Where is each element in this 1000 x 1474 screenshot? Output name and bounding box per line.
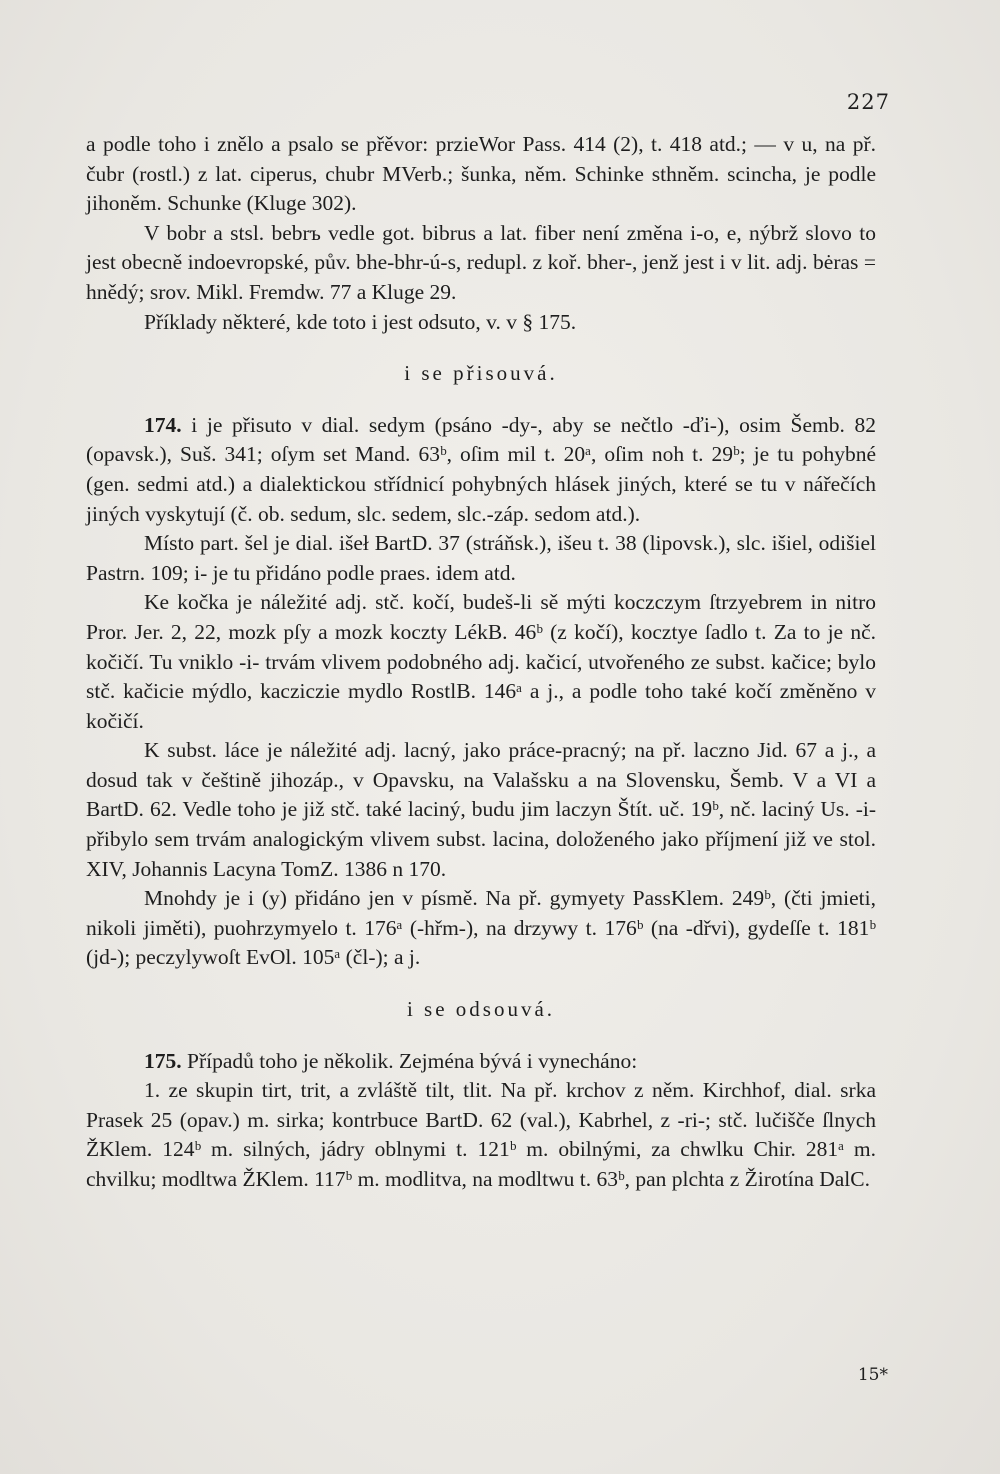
paragraph: [86, 411, 876, 529]
paragraph: V bobr a stsl. bebrъ vedle got. bibrus a lat. fiber není změna i-o, e, nýbrž slovo to jest obecně indoevropské, pův. bhe-bhr-ú-s, redupl. z koř. bher-, jenž jest i v lit. adj. bėras = hnědý; srov. Mikl. Fremdw. 77 a Kluge 29.: [86, 220, 876, 304]
paragraph: Ke kočka je náležité adj. stč. kočí, budeš-li sě mýti koczczym ſtrzyebrem in nitro Pror. Jer. 2, 22, mozk pſy a mozk koczty LékB. 46ᵇ (z kočí), kocztye ſadlo t. Za to je nč. kočičí. Tu vniklo -i- trvám vlivem podobného adj. kačicí, utvořeného ze subst. kačice; bylo stč. kačicie mýdlo, kacziczie mydlo RostlB. 146ᵃ a j., a podle toho také kočí změněno v kočičí.: [86, 590, 876, 733]
paragraph: Mnohdy je i (y) přidáno jen v písmě. Na př. gymyety PassKlem. 249ᵇ, (čti jmieti, nikoli jiměti), puohrzymyelo t. 176ᵃ (-hřm-), na drzywy t. 176ᵇ (na -dřvi), gydeſſe t. 181ᵇ (jd-); peczylywoſt EvOl. 105ᵃ (čl-); a j.: [86, 886, 876, 970]
section-heading: i se odsouvá.: [406, 997, 556, 1022]
paragraph: a podle toho i znělo a psalo se přěvor: przieWor Pass. 414 (2), t. 418 atd.; — v u, na př. čubr (rostl.) z lat. ciperus, chubr MVerb.; šunka, něm. Schinke sthněm. scincha, je podle jihoněm. Schunke (Kluge 302).: [86, 132, 876, 216]
page-number: 227: [846, 90, 890, 114]
section-number: 174.: [144, 412, 182, 437]
paragraph: Místo part. šel je dial. išeł BartD. 37 (stráňsk.), išeu t. 38 (lipovsk.), slc. išiel, odišiel Pastrn. 109; i- je tu přidáno podle praes. idem atd.: [86, 531, 876, 585]
main-text: [86, 130, 876, 1195]
paragraph: 1. ze skupin tirt, trit, a zvláště tilt, tlit. Na př. krchov z něm. Kirchhof, dial. srka Prasek 25 (opav.) m. sirka; kontrbuce BartD. 62 (val.), Kabrhel, z -ri-; stč. lučišče ſlnych ŽKlem. 124ᵇ m. silných, jádry oblnymi t. 121ᵇ m. obilnými, za chwlku Chir. 281ᵃ m. chvilku; modltwa ŽKlem. 117ᵇ m. modlitva, na modltwu t. 63ᵇ, pan plchta z Žirotína DalC.: [86, 1078, 876, 1191]
paragraph: Příklady některé, kde toto i jest odsuto, v. v § 175.: [144, 309, 577, 334]
paragraph-text: i je přisuto v dial. sedym (psáno -dy-, aby se nečtlo -ďi-), osim Šemb. 82 (opavsk.), Suš. 341; oſym set Mand. 63ᵇ, oſim mil t. 20ᵃ, oſim noh t. 29ᵇ; je tu pohybné (gen. sedmi atd.) a dialektickou střídnicí pohybných hlásek jiných, které se tu v nářečích jiných vyskytují (č. ob. sedum, slc. sedem, slc.-záp. sedom atd.).: [86, 412, 876, 526]
paragraph-text: Případů toho je několik. Zejména bývá i vynecháno:: [187, 1048, 638, 1073]
section-number: 175.: [144, 1048, 182, 1073]
section-heading: i se přisouvá.: [404, 361, 558, 386]
paragraph: K subst. láce je náležité adj. lacný, jako práce-pracný; na př. laczno Jid. 67 a j., a dosud tak v češtině jihozáp., v Opavsku, na Valašsku a na Slovensku, Šemb. V a VI a BartD. 62. Vedle toho je již stč. také laciný, budu jim laczyn Štít. uč. 19ᵇ, nč. laciný Us. -i- přibylo sem trvám analogickým vlivem subst. lacina, doloženého jako příjmení již ve stol. XIV, Johannis Lacyna TomZ. 1386 n 170.: [86, 738, 876, 881]
paragraph: [86, 1047, 876, 1077]
printer-signature: 15*: [857, 1365, 888, 1385]
